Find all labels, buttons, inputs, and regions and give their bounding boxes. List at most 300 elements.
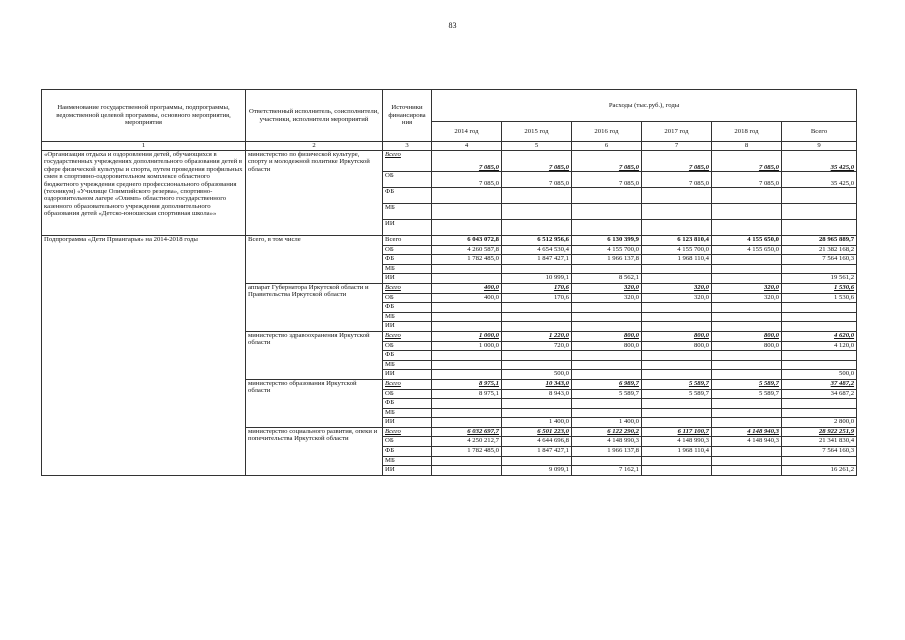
executor-name: министерство здравоохранения Иркутской области [246,331,383,379]
value-text: 7 085,0 [688,179,709,187]
value-cell [572,220,642,236]
value-cell [502,389,572,399]
value-cell [642,360,712,370]
value-cell [572,341,642,351]
source-cell: МБ [383,408,432,418]
value-text: 35 425,0 [830,179,855,187]
value-cell [782,427,857,437]
value-cell [712,303,782,313]
value-cell [572,437,642,447]
value-cell [432,172,502,188]
value-text: 4 148 990,3 [677,437,709,445]
value-cell [642,274,712,284]
value-text: 7 085,0 [758,163,779,171]
column-number: 4 [432,142,502,151]
value-cell [572,379,642,389]
value-cell [572,293,642,303]
source-cell: Всего [383,283,432,293]
value-cell [572,255,642,265]
value-cell [432,351,502,361]
value-cell [432,204,502,220]
value-cell [642,220,712,236]
value-cell [432,379,502,389]
value-cell [432,188,502,204]
header-executor: Ответственный исполнитель, соисполнители, участники, исполнители мероприятий [246,90,383,142]
value-cell [502,370,572,380]
value-cell [572,418,642,428]
value-cell [782,303,857,313]
value-cell [502,331,572,341]
value-text: 1 966 137,8 [607,447,639,455]
value-cell [712,341,782,351]
value-cell [502,466,572,476]
value-cell [642,389,712,399]
value-cell [642,255,712,265]
value-cell [642,151,712,172]
value-cell [712,351,782,361]
value-cell [712,399,782,409]
value-text: 28 922 251,9 [818,427,855,435]
value-cell [782,220,857,236]
value-cell [572,399,642,409]
header-year: 2016 год [572,122,642,142]
value-cell [712,370,782,380]
value-cell [642,303,712,313]
value-cell [782,351,857,361]
value-text: 4 155 700,0 [607,245,639,253]
value-cell [712,274,782,284]
source-cell: МБ [383,204,432,220]
value-cell [712,151,782,172]
value-cell [432,360,502,370]
source-cell: МБ [383,456,432,466]
value-cell [432,418,502,428]
value-cell [642,322,712,332]
source-cell: ФБ [383,188,432,204]
value-text: 800,0 [623,331,639,339]
source-cell: МБ [383,360,432,370]
header-source: Источники финансирова ния [383,90,432,142]
source-cell: ИИ [383,466,432,476]
value-cell [642,466,712,476]
value-cell [502,293,572,303]
value-cell [502,204,572,220]
value-cell [572,283,642,293]
value-cell [782,408,857,418]
value-cell [782,437,857,447]
value-cell [432,389,502,399]
value-cell [642,399,712,409]
value-text: 320,0 [763,283,779,291]
value-text: 4 155 650,0 [747,245,779,253]
value-cell [432,236,502,246]
value-cell [502,322,572,332]
value-text: 320,0 [763,293,779,301]
value-text: 21 382 168,2 [818,245,855,253]
value-cell [712,466,782,476]
value-cell [572,172,642,188]
budget-table [41,89,857,476]
value-cell [642,427,712,437]
column-number: 5 [502,142,572,151]
value-text: 7 162,1 [618,466,639,474]
value-text: 800,0 [623,341,639,349]
value-text: 320,0 [623,293,639,301]
value-cell [572,236,642,246]
value-cell [432,427,502,437]
value-text: 1 782 485,0 [467,255,499,263]
value-cell [572,151,642,172]
value-cell [712,312,782,322]
value-cell [642,188,712,204]
source-cell: Всего [383,236,432,246]
value-cell [642,379,712,389]
value-text: 1 847 427,1 [537,447,569,455]
value-cell [782,245,857,255]
value-text: 4 148 940,3 [747,437,779,445]
value-text: 7 085,0 [478,163,499,171]
value-cell [572,312,642,322]
value-cell [432,312,502,322]
value-cell [782,456,857,466]
value-text: 4 148 940,3 [747,427,779,435]
value-text: 800,0 [763,331,779,339]
source-cell: Всего [383,427,432,437]
value-cell [712,418,782,428]
value-text: 21 341 830,4 [818,437,855,445]
value-cell [712,437,782,447]
value-cell [782,322,857,332]
value-text: 4 620,0 [834,331,855,339]
value-text: 7 085,0 [548,179,569,187]
value-text: 4 260 587,8 [467,245,499,253]
value-cell [572,389,642,399]
value-text: 8 975,1 [478,379,499,387]
value-text: 6 501 223,0 [537,427,569,435]
value-text: 8 943,0 [548,389,569,397]
value-cell [502,303,572,313]
value-text: 170,6 [553,283,569,291]
value-cell [712,283,782,293]
value-cell [572,351,642,361]
value-cell [782,447,857,457]
value-text: 10 999,1 [545,274,569,282]
value-cell [712,389,782,399]
value-text: 320,0 [693,283,709,291]
value-cell [572,408,642,418]
value-cell [782,341,857,351]
source-cell: Всего [383,379,432,389]
value-text: 170,6 [553,293,569,301]
value-cell [502,255,572,265]
table-row [42,151,857,172]
value-cell [782,172,857,188]
value-cell [502,408,572,418]
value-text: 1 220,0 [548,331,569,339]
source-cell: Всего [383,151,432,172]
value-cell [502,172,572,188]
value-text: 6 512 956,6 [537,236,569,243]
source-cell: ФБ [383,447,432,457]
value-text: 16 261,2 [830,466,855,474]
value-text: 800,0 [763,341,779,349]
value-cell [502,418,572,428]
value-cell [712,264,782,274]
value-cell [502,447,572,457]
value-cell [782,204,857,220]
value-text: 6 989,7 [618,379,639,387]
value-cell [432,283,502,293]
source-cell: ОБ [383,245,432,255]
value-cell [502,379,572,389]
value-cell [502,236,572,246]
source-cell: ОБ [383,341,432,351]
value-cell [572,303,642,313]
value-text: 4 148 990,3 [607,437,639,445]
value-text: 320,0 [693,293,709,301]
value-cell [572,245,642,255]
value-cell [782,379,857,389]
page-number: 83 [448,21,457,30]
source-cell: ФБ [383,303,432,313]
column-number: 7 [642,142,712,151]
executor-name: Всего, в том числе [246,236,383,284]
header-expenses: Расходы (тыс.руб.), годы [432,90,857,122]
value-cell [572,360,642,370]
value-text: 5 589,7 [758,379,779,387]
value-cell [642,341,712,351]
value-cell [712,456,782,466]
value-text: 4 155 700,0 [677,245,709,253]
source-cell: ОБ [383,293,432,303]
value-text: 7 085,0 [618,179,639,187]
value-cell [502,351,572,361]
source-cell: ИИ [383,418,432,428]
value-text: 35 425,0 [830,163,855,171]
value-text: 500,0 [839,370,855,378]
value-text: 37 487,2 [830,379,855,387]
value-cell [432,447,502,457]
value-cell [432,370,502,380]
value-cell [432,264,502,274]
value-cell [432,274,502,284]
source-cell: ИИ [383,322,432,332]
value-cell [782,312,857,322]
source-cell: ИИ [383,220,432,236]
value-cell [712,427,782,437]
header-year: 2018 год [712,122,782,142]
value-cell [502,456,572,466]
source-cell: ИИ [383,370,432,380]
value-cell [572,466,642,476]
column-number: 3 [383,142,432,151]
value-cell [502,264,572,274]
value-text: 6 043 072,8 [467,236,499,243]
source-cell: ОБ [383,172,432,188]
executor-name: министерство социального развития, опеки и попечительства Иркутской области [246,427,383,475]
value-cell [432,255,502,265]
value-cell [712,236,782,246]
value-cell [712,293,782,303]
value-text: 19 561,2 [830,274,855,282]
value-cell [432,466,502,476]
header-program: Наименование государственной программы, подпрограммы, ведомственной целевой программы, основного мероприятия, мероприятия [42,90,246,142]
value-cell [642,437,712,447]
value-text: 1 400,0 [548,418,569,426]
value-cell [642,351,712,361]
value-cell [712,255,782,265]
value-cell [782,389,857,399]
source-cell: ФБ [383,351,432,361]
executor-name: министерство по физической культуре, спорту и молодежной политике Иркутской области [246,151,383,236]
value-cell [572,322,642,332]
value-cell [782,255,857,265]
value-cell [502,283,572,293]
value-text: 800,0 [693,331,709,339]
value-cell [432,151,502,172]
value-text: 28 965 889,7 [818,236,855,243]
value-text: 10 343,0 [545,379,569,387]
value-text: 7 085,0 [478,179,499,187]
source-cell: Всего [383,331,432,341]
value-text: 4 654 530,4 [537,245,569,253]
executor-name: министерство образования Иркутской области [246,379,383,427]
value-cell [502,399,572,409]
value-cell [642,283,712,293]
value-cell [642,293,712,303]
value-cell [782,283,857,293]
value-cell [712,408,782,418]
value-cell [782,418,857,428]
value-cell [432,408,502,418]
value-cell [642,312,712,322]
value-text: 6 130 399,9 [607,236,639,243]
value-cell [502,220,572,236]
value-cell [642,245,712,255]
value-cell [432,437,502,447]
value-cell [502,341,572,351]
value-cell [782,399,857,409]
value-cell [642,418,712,428]
executor-name: аппарат Губернатора Иркутской области и Правительства Иркутской области [246,283,383,331]
value-cell [502,427,572,437]
value-cell [572,264,642,274]
value-text: 1 968 110,4 [677,447,709,455]
value-cell [432,245,502,255]
value-cell [712,322,782,332]
value-cell [782,293,857,303]
value-cell [502,188,572,204]
value-text: 1 847 427,1 [537,255,569,263]
source-cell: МБ [383,264,432,274]
value-cell [782,274,857,284]
table-row [42,236,857,246]
value-text: 7 085,0 [758,179,779,187]
value-text: 7 085,0 [688,163,709,171]
value-cell [712,188,782,204]
source-cell: МБ [383,312,432,322]
source-cell: ОБ [383,437,432,447]
value-cell [642,447,712,457]
value-text: 1 968 110,4 [677,255,709,263]
value-text: 800,0 [693,341,709,349]
value-cell [572,188,642,204]
value-cell [502,360,572,370]
header-year: 2015 год [502,122,572,142]
column-number: 9 [782,142,857,151]
value-text: 720,0 [553,341,569,349]
value-text: 1 000,0 [478,331,499,339]
header-total: Всего [782,122,857,142]
value-cell [712,331,782,341]
value-text: 4 644 696,8 [537,437,569,445]
value-text: 400,0 [483,283,499,291]
value-cell [432,331,502,341]
source-cell: ОБ [383,389,432,399]
value-cell [502,151,572,172]
value-cell [502,274,572,284]
value-cell [502,437,572,447]
value-text: 500,0 [553,370,569,378]
value-cell [642,370,712,380]
value-text: 9 099,1 [548,466,569,474]
value-text: 4 155 650,0 [747,236,779,243]
value-cell [782,360,857,370]
value-cell [432,322,502,332]
value-cell [782,236,857,246]
value-text: 1 782 485,0 [467,447,499,455]
value-text: 5 589,7 [758,389,779,397]
value-cell [782,264,857,274]
value-cell [432,293,502,303]
value-cell [432,303,502,313]
value-text: 7 564 160,3 [822,447,855,455]
value-cell [782,188,857,204]
value-cell [572,370,642,380]
value-text: 5 589,7 [688,379,709,387]
value-cell [782,331,857,341]
value-cell [782,370,857,380]
value-cell [712,379,782,389]
value-cell [572,427,642,437]
value-cell [712,360,782,370]
value-text: 1 000,0 [478,341,499,349]
value-text: 6 032 697,7 [467,427,499,435]
value-text: 7 085,0 [618,163,639,171]
value-cell [642,204,712,220]
column-number: 1 [42,142,246,151]
value-text: 2 800,0 [834,418,855,426]
value-cell [712,220,782,236]
value-cell [572,204,642,220]
activity-name: «Организация отдыха и оздоровления детей, обучающихся в государственных учреждениях дополнительного образования детей в сфере физической культуры и спорта, путем проведения профильных смен в спортивно-оздоровительном комплексе областного бюджетного учреждения среднего профессионального образования (техникум) «Училище Олимпийского резерва», спортивно-оздоровительном лагере «Олимп» областного государственного казенного образовательного учреждения дополнительного образования детей «Детско-юношеская спортивная школа»» [42,151,246,236]
value-cell [782,466,857,476]
value-text: 5 589,7 [688,389,709,397]
value-cell [642,264,712,274]
value-text: 400,0 [483,293,499,301]
value-text: 6 117 100,7 [677,427,709,435]
value-text: 320,0 [623,283,639,291]
value-text: 4 250 212,7 [467,437,499,445]
value-text: 5 589,7 [618,389,639,397]
subprogram-name: Подпрограмма «Дети Приангарья» на 2014-2018 годы [42,236,246,476]
value-text: 4 120,0 [834,341,855,349]
value-cell [432,456,502,466]
value-cell [572,447,642,457]
value-cell [712,447,782,457]
value-cell [712,245,782,255]
value-text: 6 122 290,2 [607,427,639,435]
